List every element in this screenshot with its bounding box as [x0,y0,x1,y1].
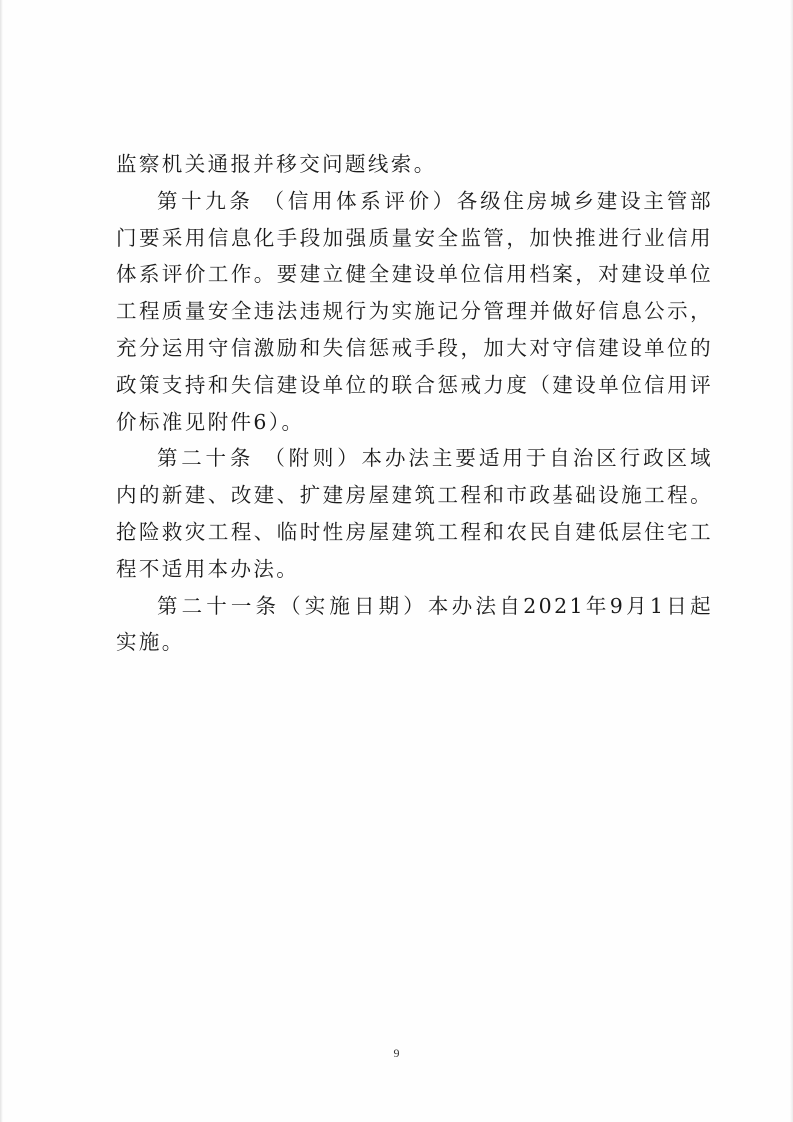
document-body [116,146,713,661]
page-number: 9 [393,1046,400,1060]
article-text: 各级住房城乡建设主管部门要采用信息化手段加强质量安全监管，加快推进行业信用体系评价工作。要建立健全建设单位信用档案，对建设单位工程质量安全违法违规行为实施记分管理并做好信息公示，充分运用守信激励和失信惩戒手段，加大对守信建设单位的政策支持和失信建设单位的联合惩戒力度（建设单位信用评价标准见附件6）。 [116,188,713,434]
article-heading: 第二十条 （附则） [157,446,362,471]
article-21 [116,588,713,662]
article-19 [116,183,713,441]
article-text: 本办法自2021年9月1日起实施。 [116,593,714,655]
article-text: 本办法主要适用于自治区行政区域内的新建、改建、扩建房屋建筑工程和市政基础设施工程。抢险救灾工程、临时性房屋建筑工程和农民自建低层住宅工程不适用本办法。 [116,446,714,581]
paragraph-continuation [116,146,713,183]
scan-edge-left [0,0,3,1122]
article-heading: 第二十一条（实施日期） [157,593,428,618]
article-heading: 第十九条 （信用体系评价） [157,188,457,213]
article-20 [116,440,713,587]
paragraph-text: 监察机关通报并移交问题线索。 [116,152,437,176]
